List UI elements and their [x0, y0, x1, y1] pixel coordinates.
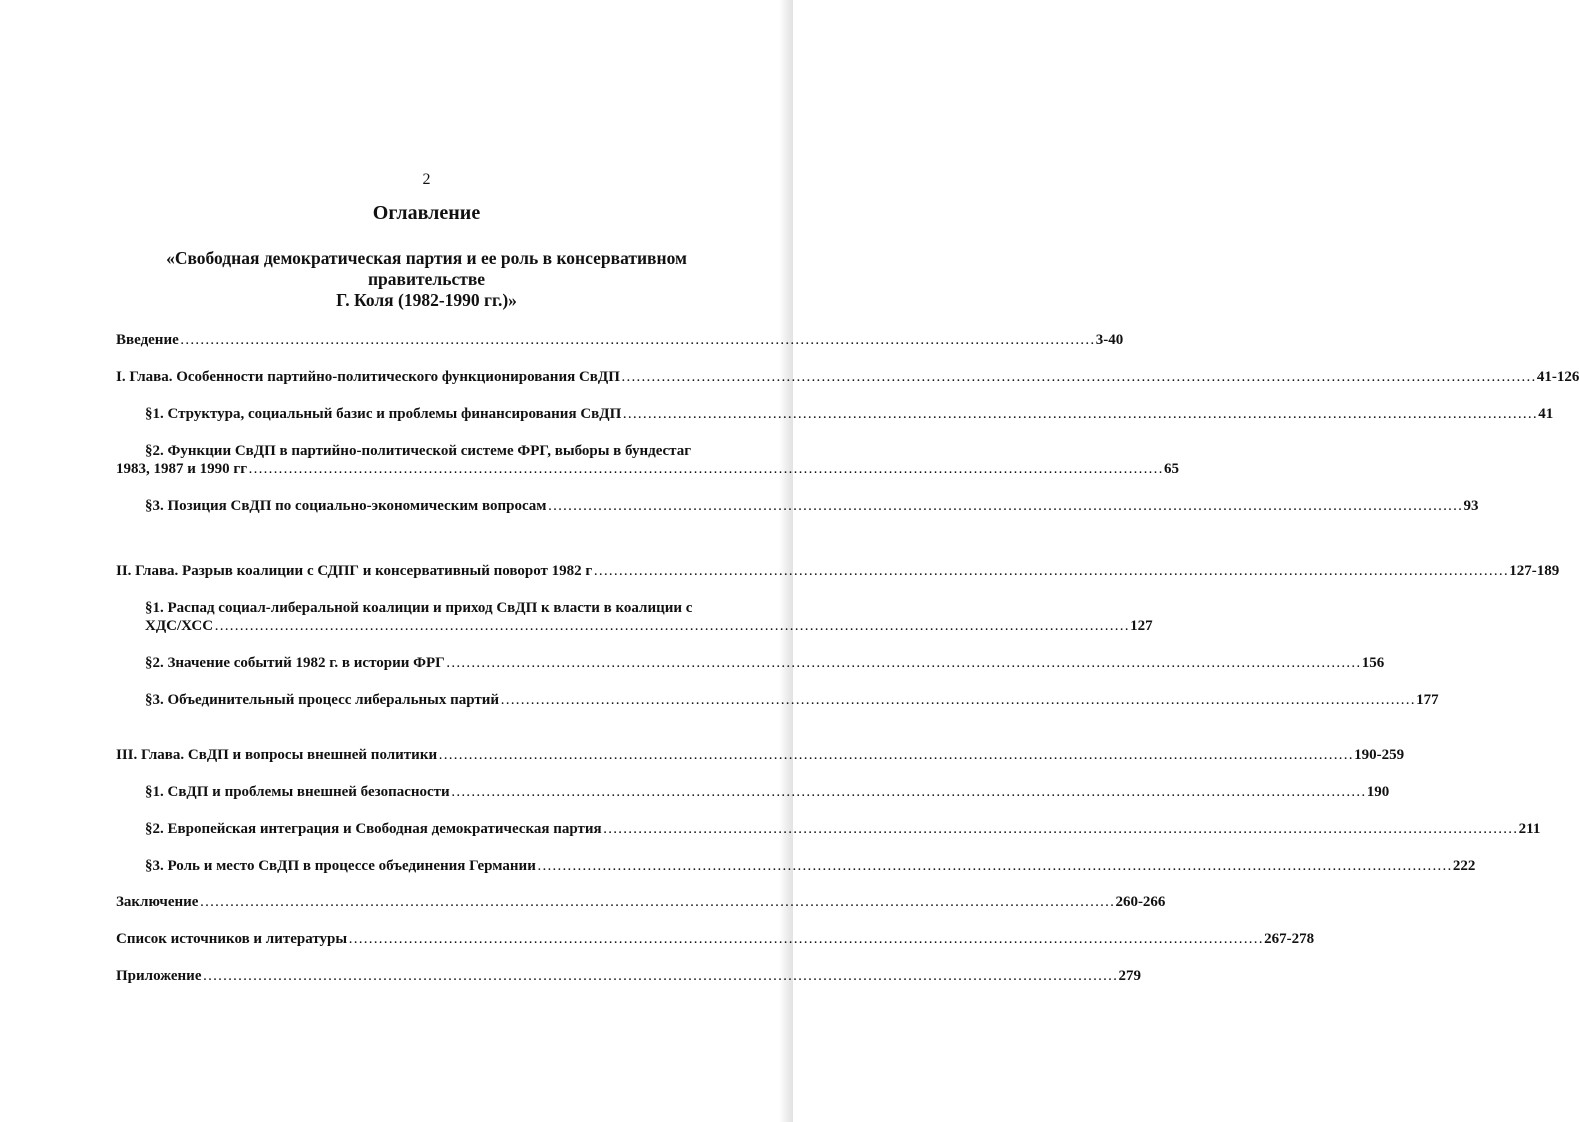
- toc-entry-pages: 41-126: [1536, 369, 1579, 385]
- toc-entry-label: III. Глава. СвДП и вопросы внешней политики: [116, 747, 438, 763]
- toc-entry-label: §2. Значение событий 1982 г. в истории ФРГ: [145, 655, 445, 671]
- toc-entry-label: §2. Европейская интеграция и Свободная демократическая партия: [145, 821, 602, 837]
- toc-entry-pages: 260-266: [1115, 894, 1166, 910]
- dot-leader: [348, 930, 1263, 949]
- dot-leader: [438, 746, 1353, 765]
- toc-entry-pages: 156: [1361, 655, 1385, 671]
- toc-entry-label: §3. Позиция СвДП по социально-экономическим вопросам: [145, 498, 547, 514]
- toc-entry-conclusion[interactable]: [116, 893, 1166, 912]
- toc-entry-appendix[interactable]: [116, 967, 1141, 986]
- toc-entry-chapter-1-section-1[interactable]: [145, 405, 1554, 424]
- toc-entry-label: Список источников и литературы: [116, 931, 348, 947]
- scan-edge-shadow: [779, 0, 793, 1122]
- dot-leader: [446, 654, 1361, 673]
- toc-entry-chapter-2[interactable]: [116, 562, 1560, 581]
- toc-entry-label: Заключение: [116, 894, 199, 910]
- dot-leader: [214, 617, 1129, 636]
- toc-entry-chapter-2-section-1[interactable]: [145, 617, 1153, 636]
- dot-leader: [202, 967, 1117, 986]
- dot-leader: [548, 497, 1463, 516]
- toc-entry-pages: 222: [1452, 858, 1476, 874]
- toc-entry-pages: 41: [1538, 406, 1554, 422]
- work-title: [0, 248, 853, 311]
- toc-entry-chapter-1-section-3[interactable]: [145, 497, 1479, 516]
- toc-entry-label: ХДС/ХСС: [145, 618, 214, 634]
- toc-entry-chapter-2-section-3[interactable]: [145, 691, 1439, 710]
- toc-entry-pages: 93: [1463, 498, 1479, 514]
- dot-leader: [248, 460, 1163, 479]
- toc-entry-pages: 3-40: [1095, 332, 1124, 348]
- toc-entry-sources[interactable]: [116, 930, 1315, 949]
- dot-leader: [537, 857, 1452, 876]
- toc-entry-chapter-1-section-2[interactable]: [116, 460, 1180, 479]
- toc-entry-pages: 279: [1118, 968, 1141, 984]
- toc-entry-label: §3. Объединительный процесс либеральных партий: [145, 692, 500, 708]
- toc-entry-label: II. Глава. Разрыв коалиции с СДПГ и консервативный поворот 1982 г: [116, 563, 593, 579]
- toc-entry-pages: 211: [1518, 821, 1541, 837]
- toc-entry-pages: 267-278: [1264, 931, 1315, 947]
- dot-leader: [199, 893, 1114, 912]
- toc-entry-pages: 127: [1130, 618, 1153, 634]
- dot-leader: [603, 820, 1518, 839]
- toc-entry-pages: 127-189: [1509, 563, 1560, 579]
- toc-entry-label: §1. СвДП и проблемы внешней безопасности: [145, 784, 450, 800]
- toc-entry-label: Введение: [116, 332, 179, 348]
- toc-entry-pages: 177: [1416, 692, 1439, 708]
- toc-entry-intro[interactable]: [116, 331, 1124, 350]
- toc-entry-pages: 190-259: [1354, 747, 1405, 763]
- dot-leader: [500, 691, 1415, 710]
- toc-entry-chapter-1-section-2-line-1[interactable]: §2. Функции СвДП в партийно-политической системе ФРГ, выборы в бундестаг: [145, 443, 692, 459]
- toc-entry-chapter-3[interactable]: [116, 746, 1405, 765]
- dot-leader: [621, 368, 1536, 387]
- toc-entry-label: I. Глава. Особенности партийно-политического функционирования СвДП: [116, 369, 620, 385]
- toc-entry-label: 1983, 1987 и 1990 гг: [116, 461, 248, 477]
- toc-entry-pages: 65: [1164, 461, 1180, 477]
- toc-entry-label: §1. Структура, социальный базис и проблемы финансирования СвДП: [145, 406, 622, 422]
- dot-leader: [180, 331, 1095, 350]
- page-number: 2: [422, 171, 431, 188]
- toc-entry-label: Приложение: [116, 968, 202, 984]
- toc-entry-chapter-3-section-2[interactable]: [145, 820, 1541, 839]
- work-title-line-1: «Свободная демократическая партия и ее роль в консервативном: [166, 248, 687, 268]
- toc-heading: Оглавление: [372, 202, 481, 224]
- dot-leader: [593, 562, 1508, 581]
- toc-entry-chapter-3-section-1[interactable]: [145, 783, 1390, 802]
- toc-entry-label: §3. Роль и место СвДП в процессе объединения Германии: [145, 858, 536, 874]
- work-title-line-3: Г. Коля (1982-1990 гг.)»: [336, 290, 517, 310]
- work-title-line-2: правительстве: [367, 269, 486, 289]
- toc-entry-chapter-2-section-2[interactable]: [145, 654, 1385, 673]
- dot-leader: [622, 405, 1537, 424]
- toc-entry-chapter-3-section-3[interactable]: [145, 857, 1476, 876]
- dot-leader: [451, 783, 1366, 802]
- toc-entry-chapter-2-section-1-line-1[interactable]: §1. Распад социал-либеральной коалиции и приход СвДП к власти в коалиции с: [145, 600, 693, 616]
- toc-entry-pages: 190: [1366, 784, 1390, 800]
- toc-entry-chapter-1[interactable]: [116, 368, 1579, 387]
